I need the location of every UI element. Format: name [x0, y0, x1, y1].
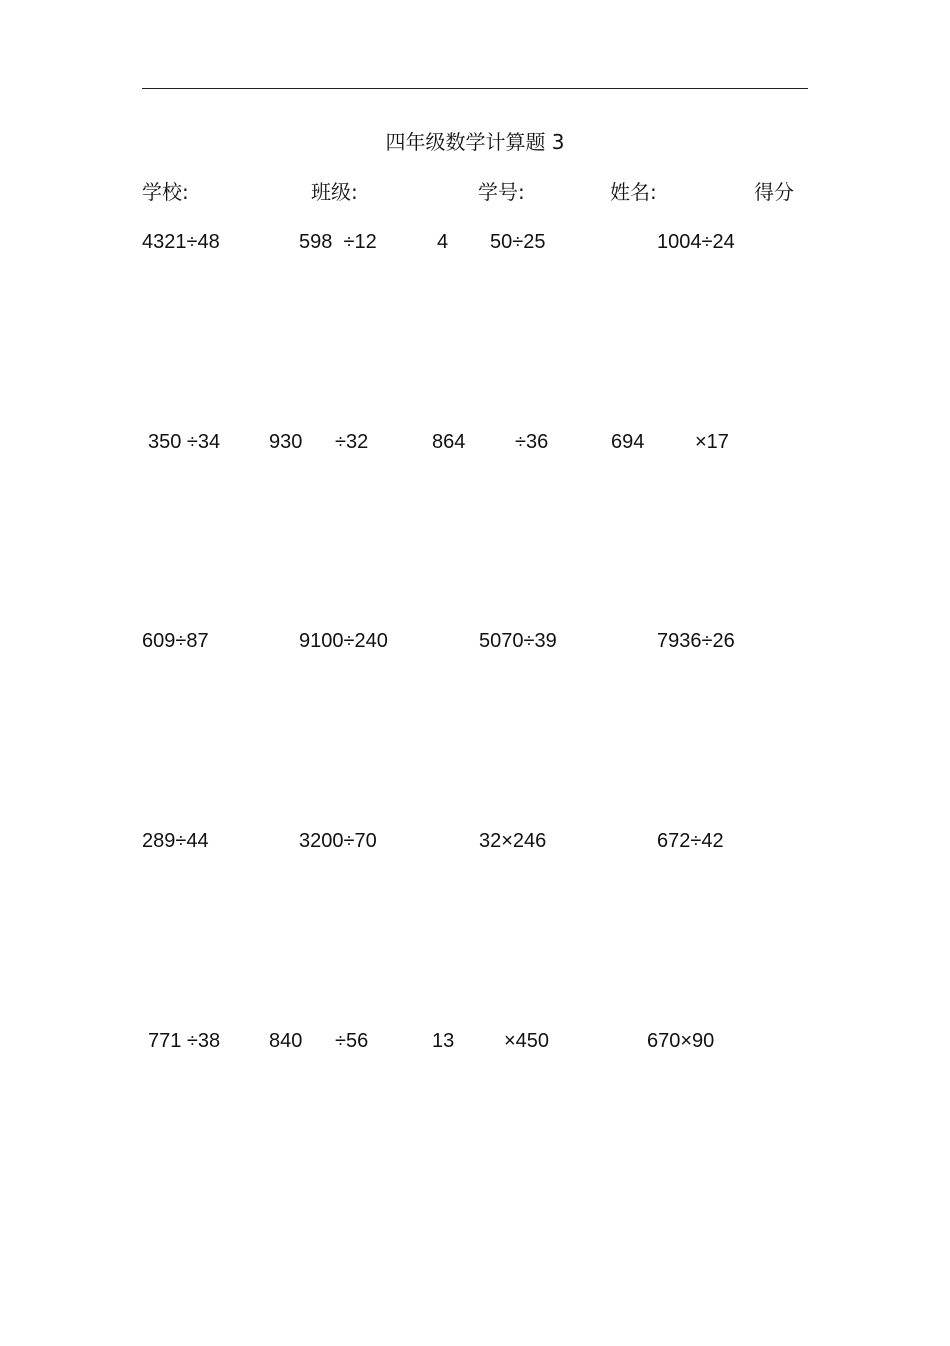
top-rule [142, 88, 808, 89]
problem-r3-2: 9100÷240 [299, 630, 388, 652]
problem-r2-3b: ÷36 [515, 431, 549, 453]
problem-r1-3a: 4 [437, 231, 449, 253]
problem-r5-4: 670×90 [647, 1030, 715, 1052]
score-label: 得分 [754, 180, 794, 204]
problem-r2-4b: ×17 [695, 431, 729, 453]
class-label: 班级: [311, 180, 358, 204]
problem-r3-4: 7936÷26 [657, 630, 735, 652]
problem-r1-2: 598 ÷12 [299, 231, 377, 253]
problem-r4-2: 3200÷70 [299, 830, 377, 852]
worksheet-title: 四年级数学计算题 3 [385, 130, 565, 154]
problem-r4-3: 32×246 [479, 830, 547, 852]
problem-r5-2a: 840 [269, 1030, 303, 1052]
school-label: 学校: [142, 180, 189, 204]
problem-r1-1: 4321÷48 [142, 231, 220, 253]
problem-r1-3b: 50÷25 [490, 231, 546, 253]
problem-r4-4: 672÷42 [657, 830, 724, 852]
problem-r3-3: 5070÷39 [479, 630, 557, 652]
problem-r5-3a: 13 [432, 1030, 455, 1052]
problem-r2-2a: 930 [269, 431, 303, 453]
name-label: 姓名: [610, 180, 657, 204]
problem-r2-3a: 864 [432, 431, 466, 453]
problem-r2-4a: 694 [611, 431, 645, 453]
problem-r2-2b: ÷32 [335, 431, 369, 453]
problem-r5-2b: ÷56 [335, 1030, 369, 1052]
student-number-label: 学号: [478, 180, 525, 204]
problem-r3-1: 609÷87 [142, 630, 209, 652]
problem-r5-1: 771 ÷38 [148, 1030, 221, 1052]
problem-r4-1: 289÷44 [142, 830, 209, 852]
problem-r5-3b: ×450 [504, 1030, 550, 1052]
problem-r2-1: 350 ÷34 [148, 431, 221, 453]
problem-r1-4: 1004÷24 [657, 231, 735, 253]
